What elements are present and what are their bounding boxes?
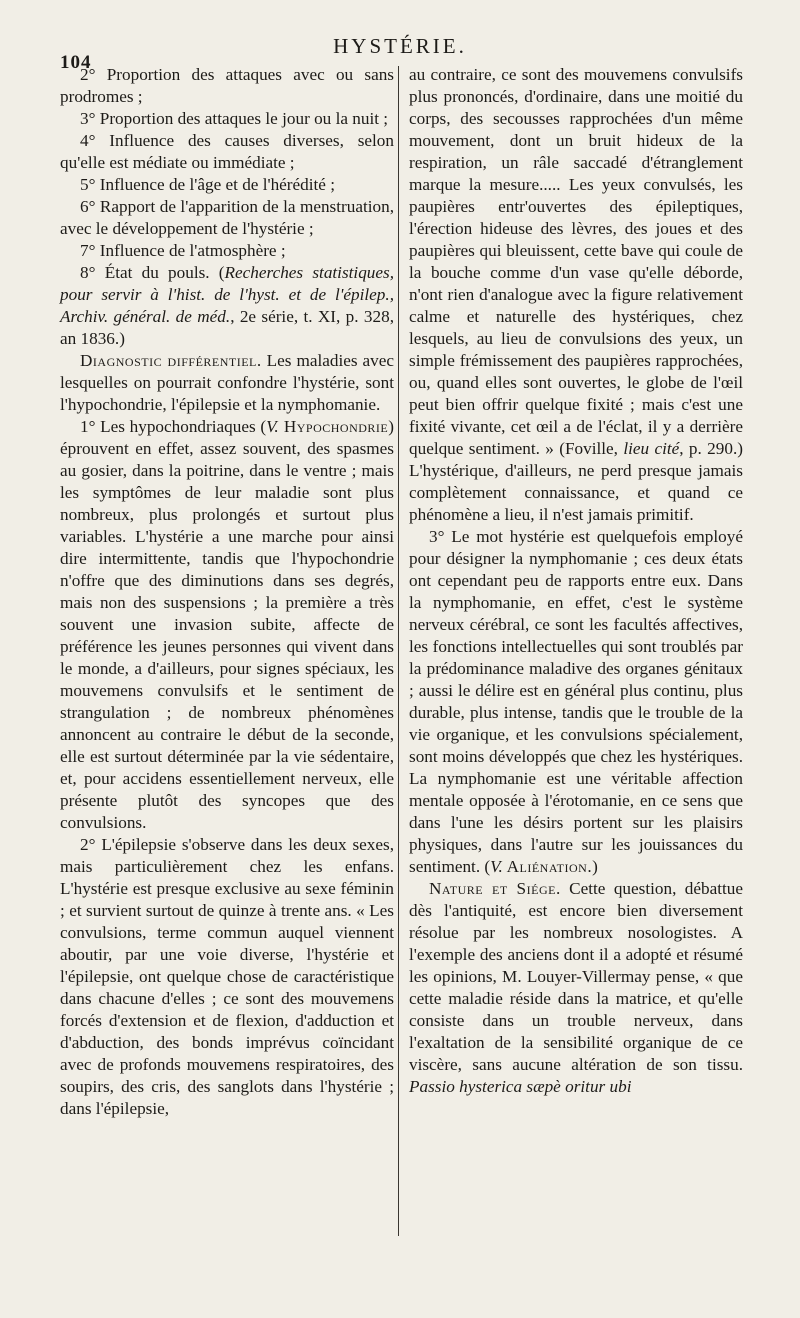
text-run: )	[592, 857, 598, 876]
text-run: , p. 290.) L'hystérique, d'ailleurs, ne perd presque jamais complètement connaissance, et quand ce phénomène a lieu, il n'est jamais primitif.	[409, 439, 743, 524]
paragraph-citation	[60, 262, 394, 350]
paragraph-nature-siege	[409, 878, 743, 1098]
latin-quote: Passio hysterica sæpè oritur ubi	[409, 1077, 632, 1096]
cross-reference-term: Aliénation.	[502, 857, 593, 876]
running-title: HYSTÉRIE.	[333, 34, 467, 58]
citation-title: lieu cité	[623, 439, 680, 458]
paragraph-diagnostic	[60, 350, 394, 416]
text-run: , 2e série, t. XI, p. 328, an 1836.)	[60, 307, 394, 348]
citation-title: Recherches statistiques, pour servir à l'hist. de l'hyst. et de l'épilep., Archiv. général. de méd.	[60, 263, 394, 326]
text-run: 3° Le mot hystérie est quelquefois employé pour désigner la nymphomanie ; ces deux états ont cependant peu de rapports entre eux. Dans la nymphomanie, en effet, c'est le système nerveux cérébral, ce sont les facultés affectives, les fonctions intellectuelles qui sont troublés par la prédominance maladive des organes génitaux ; aussi le délire est en général plus continu, plus durable, plus intense, tandis que le trouble de la vie organique, et les convulsions spécialement, sont moins développés que chez les hystériques. La nymphomanie est une véritable affection mentale opposée à l'érotomanie, en ce sens que dans l'une les désirs portent sur les plaisirs physiques, dans l'autre sur les jouissances du sentiment. (	[409, 527, 743, 876]
text-run: au contraire, ce sont des mouvemens convulsifs plus prononcés, d'ordinaire, dans une moitié du corps, des secousses rapprochées d'un même mouvement, dont un bruit hideux de la respiration, un râle saccadé d'étranglement marque la mesure..... Les yeux convulsés, les paupières entr'ouvertes des épileptiques, l'érection hideuse des lèvres, des joues et des paupières qui bleuissent, cette bave qui coule de la bouche comme d'un vase qu'elle déborde, n'ont rien d'analogue avec la figure relativement calme et naturelle des hystériques, chez lesquels, au lieu de convulsions des yeux, un simple frémissement des paupières rapprochées, ou, quand elles sont ouvertes, le globe de l'œil peut bien offrir quelque fixité ; mais c'est une fixité vivante, cet œil a de l'éclat, il y a derrière quelque sentiment. » (Foville,	[409, 65, 743, 458]
paragraph: 2° Proportion des attaques avec ou sans prodromes ;	[60, 65, 394, 106]
text-run: 8° État du pouls. (	[80, 263, 225, 282]
page-number: 104	[60, 52, 92, 73]
paragraph: 4° Influence des causes diverses, selon qu'elle est médiate ou immédiate ;	[60, 131, 394, 172]
paragraph: 7° Influence de l'atmosphère ;	[80, 241, 286, 260]
column-divider	[398, 66, 399, 1236]
paragraph-epilepsy: 2° L'épilepsie s'observe dans les deux sexes, mais particulièrement chez les enfans. L'hystérie est presque exclusive au sexe féminin ; et survient surtout de quinze à trente ans. « Les convulsions, terme commun auquel viennent aboutir, par une voie diverse, l'hystérie et l'épilepsie, ont quelque chose de caractéristique dans chacune d'elles ; ce sont des mouvemens forcés d'extension et de flexion, d'adduction et d'abduction, des bonds imprévus coïncidant avec de profonds mouvemens respiratoires, des soupirs, des cris, des sanglots dans l'hystérie ; dans l'épilepsie,	[60, 835, 394, 1118]
section-heading-diagnostic: Diagnostic différentiel.	[80, 351, 262, 370]
cross-reference-term: Hypochondrie	[278, 417, 389, 436]
paragraph-hypochondria	[60, 416, 394, 834]
section-heading-nature: Nature et Siége.	[429, 879, 561, 898]
right-column	[409, 64, 743, 1098]
cross-reference-marker: V.	[490, 857, 503, 876]
cross-reference-marker: V.	[266, 417, 279, 436]
paragraph: 5° Influence de l'âge et de l'hérédité ;	[80, 175, 336, 194]
paragraph-continued	[409, 64, 743, 526]
paragraph: 6° Rapport de l'apparition de la menstruation, avec le développement de l'hystérie ;	[60, 197, 394, 238]
text-run: 1° Les hypochondriaques (	[80, 417, 267, 436]
text-run: Cette question, débattue dès l'antiquité, est encore bien diversement résolue par les nombreux nosologistes. A l'exemple des anciens dont il a adopté et résumé les opinions, M. Louyer-Villermay pense, « que cette maladie réside dans la matrice, et qu'elle consiste dans un trouble nerveux, dans l'exaltation de la sensibilité organique de ce viscère, sans aucune altération de son tissu.	[409, 879, 744, 1074]
left-column	[60, 64, 394, 1120]
text-run: ) éprouvent en effet, assez souvent, des spasmes au gosier, dans la poitrine, dans le ventre ; mais les symptômes de leur maladie sont plus nombreux, plus prolongés et surtout plus variables. L'hystérie a une marche pour ainsi dire intermittente, tandis que l'hypochondrie n'offre que des diminutions dans ses degrés, mais non des suspensions ; la première a très souvent une invasion subite, affecte de préférence les jeunes personnes qui vivent dans le monde, a d'ailleurs, pour signes spéciaux, les mouvemens convulsifs et le sentiment de strangulation ; de nombreux phénomènes annoncent au contraire le début de la seconde, elle est surtout déterminée par la vie sédentaire, et, pour accidens essentiellement nerveux, elle présente plutôt des syncopes que des convulsions.	[60, 417, 394, 832]
text-run: Les maladies avec lesquelles on pourrait confondre l'hystérie, sont l'hypochondrie, l'épilepsie et la nymphomanie.	[60, 351, 395, 414]
paragraph-nymphomania	[409, 526, 743, 878]
paragraph: 3° Proportion des attaques le jour ou la nuit ;	[80, 109, 389, 128]
